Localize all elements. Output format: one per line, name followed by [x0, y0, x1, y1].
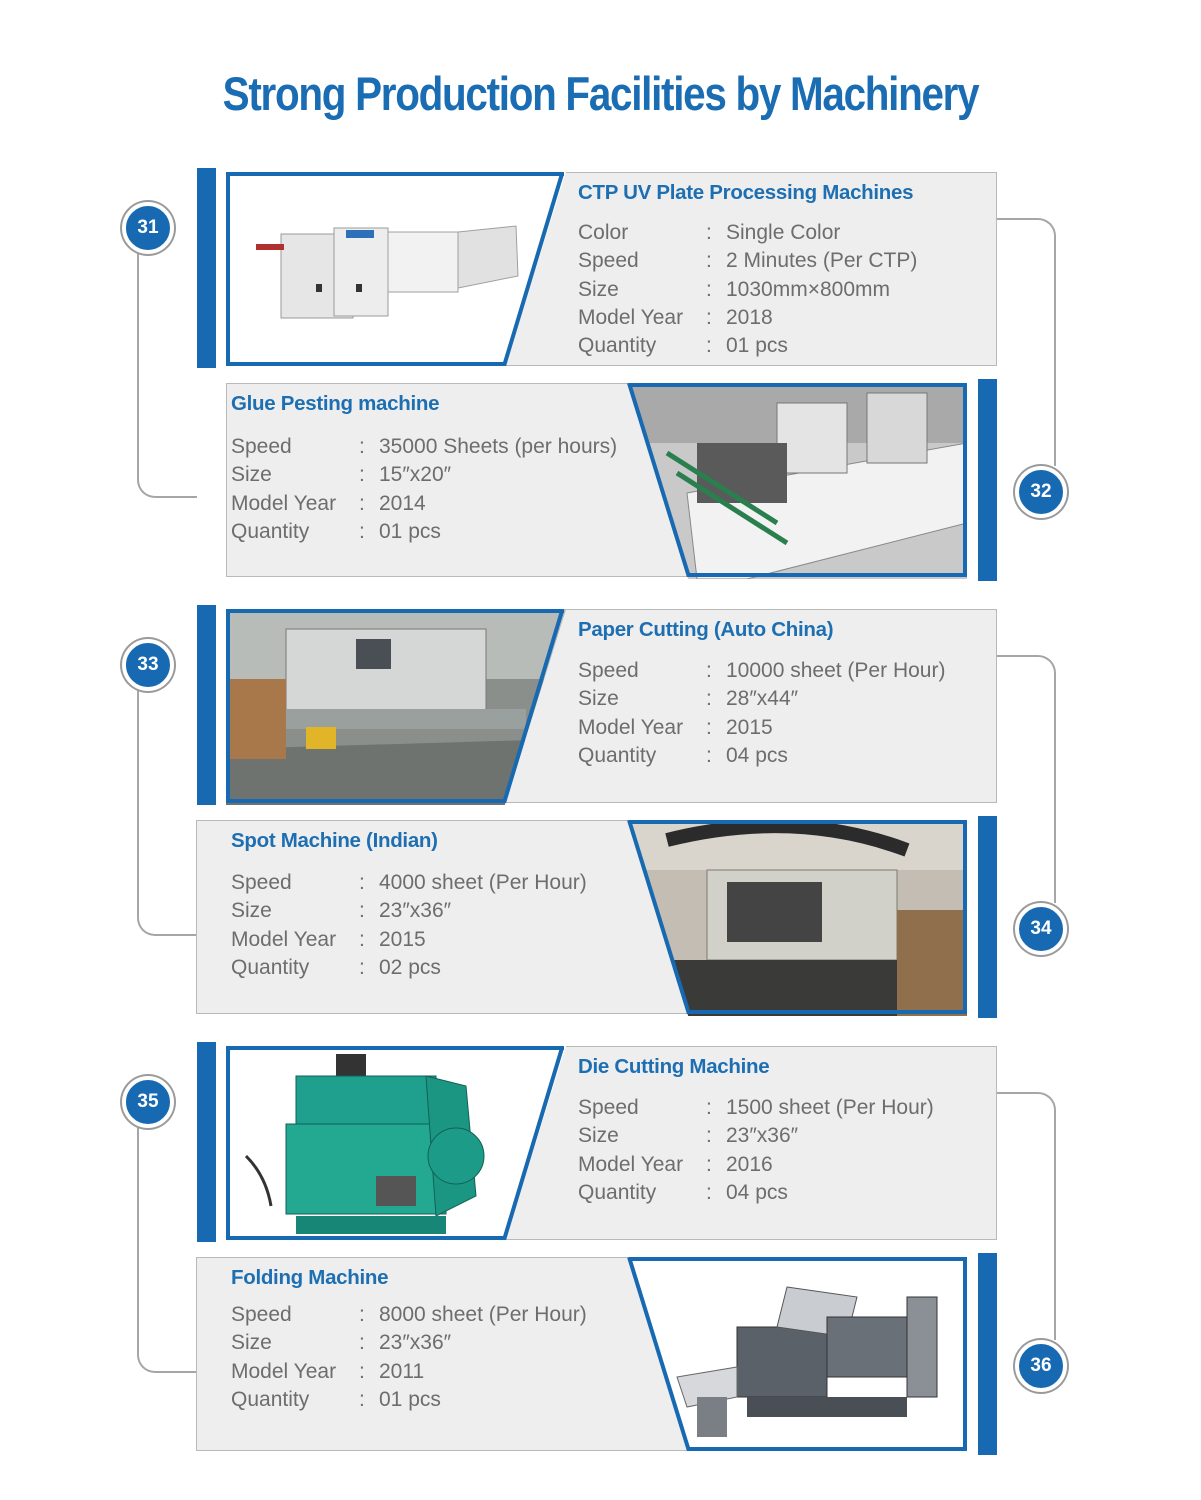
spec-value: 2011: [379, 1359, 425, 1383]
spec-colon: :: [359, 955, 365, 979]
spec-label: Size: [578, 1124, 619, 1148]
spec-label: Quantity: [231, 955, 310, 979]
spec-label: Model Year: [231, 491, 337, 515]
spec-row: [231, 1329, 587, 1357]
spec-label: Quantity: [578, 1180, 657, 1204]
accent-bar: [978, 379, 997, 581]
machine-number-badge-35: 35: [122, 1076, 174, 1128]
spec-colon: :: [706, 249, 712, 273]
photo-frame-diagonal: [625, 1257, 695, 1451]
spec-label: Speed: [578, 1096, 639, 1119]
spec-value: 10000 sheet (Per Hour): [726, 659, 946, 682]
spec-list-33: [578, 657, 945, 770]
spec-colon: :: [359, 1387, 365, 1411]
spec-colon: :: [359, 927, 365, 951]
spec-colon: :: [706, 1152, 712, 1176]
spec-row: [578, 742, 945, 770]
spec-value: 23″x36″: [379, 899, 452, 923]
spec-row: [578, 685, 945, 713]
photo-frame-bottom: [226, 799, 506, 803]
spec-value: 2016: [726, 1152, 773, 1176]
spec-colon: :: [706, 1096, 712, 1119]
spec-value: 4000 sheet (Per Hour): [379, 871, 587, 894]
spec-colon: :: [706, 659, 712, 682]
photo-frame-bottom: [688, 1447, 967, 1451]
machine-number-badge-36: 36: [1015, 1340, 1067, 1392]
spec-value: 35000 Sheets (per hours): [379, 435, 618, 458]
machine-title-31: CTP UV Plate Processing Machines: [578, 181, 914, 204]
connector-line-35: [137, 1125, 197, 1373]
machine-title-36: Folding Machine: [231, 1266, 389, 1289]
spec-value: 01 pcs: [379, 519, 441, 543]
spec-row: [231, 433, 617, 461]
spec-colon: :: [359, 435, 365, 458]
spec-value: 1500 sheet (Per Hour): [726, 1096, 934, 1119]
spec-colon: :: [706, 1124, 712, 1148]
spec-row: [231, 1386, 587, 1414]
accent-bar: [978, 816, 997, 1018]
spec-label: Size: [231, 463, 272, 487]
spec-row: [578, 219, 917, 247]
spec-value: 23″x36″: [726, 1124, 799, 1148]
spec-row: [231, 461, 617, 489]
spec-list-32: [231, 433, 617, 546]
spec-value: 2 Minutes (Per CTP): [726, 249, 918, 273]
spec-label: Model Year: [578, 715, 684, 739]
spec-colon: :: [359, 871, 365, 894]
spec-value: 2015: [379, 927, 426, 951]
connector-line-32: [996, 218, 1056, 466]
spec-label: Size: [578, 687, 619, 711]
photo-frame-right: [963, 383, 967, 577]
spec-value: Single Color: [726, 221, 841, 244]
spec-colon: :: [359, 899, 365, 923]
spec-list-31: [578, 219, 917, 360]
photo-frame-left: [226, 172, 230, 366]
spec-label: Model Year: [231, 1359, 337, 1383]
machine-title-33: Paper Cutting (Auto China): [578, 618, 834, 641]
machine-title-34: Spot Machine (Indian): [231, 829, 438, 852]
spec-colon: :: [706, 687, 712, 711]
connector-line-31: [137, 250, 197, 498]
spec-value: 15″x20″: [379, 463, 452, 487]
spec-value: 23″x36″: [379, 1331, 452, 1355]
photo-frame-diagonal: [500, 172, 570, 366]
photo-frame-diagonal: [500, 609, 570, 803]
spec-value: 01 pcs: [379, 1387, 441, 1411]
spec-value: 2015: [726, 715, 773, 739]
spec-label: Quantity: [231, 1387, 310, 1411]
spec-value: 28″x44″: [726, 687, 799, 711]
spec-list-34: [231, 869, 587, 982]
spec-value: 02 pcs: [379, 955, 441, 979]
photo-frame-left: [226, 609, 230, 803]
spec-label: Color: [578, 221, 629, 244]
spec-label: Model Year: [231, 927, 337, 951]
spec-colon: :: [706, 334, 712, 358]
spec-colon: :: [359, 1359, 365, 1383]
accent-bar: [197, 605, 216, 805]
spec-list-36: [231, 1301, 587, 1414]
spec-value: 2014: [379, 491, 426, 515]
spec-colon: :: [359, 491, 365, 515]
spec-label: Quantity: [578, 743, 657, 767]
spec-colon: :: [706, 277, 712, 301]
machine-title-35: Die Cutting Machine: [578, 1055, 770, 1078]
spec-row: [231, 1358, 587, 1386]
spec-row: [231, 926, 587, 954]
machine-title-32: Glue Pesting machine: [231, 392, 440, 415]
spec-row: [578, 1179, 934, 1207]
spec-colon: :: [706, 305, 712, 329]
accent-bar: [197, 1042, 216, 1242]
spec-row: [231, 954, 587, 982]
spec-row: [231, 490, 617, 518]
spec-label: Quantity: [231, 519, 310, 543]
machine-number-badge-32: 32: [1015, 466, 1067, 518]
photo-frame-left: [226, 1046, 230, 1240]
spec-label: Size: [231, 899, 272, 923]
spec-label: Size: [231, 1331, 272, 1355]
spec-value: 1030mm×800mm: [726, 277, 890, 301]
photo-frame-bottom: [688, 573, 967, 577]
accent-bar: [978, 1253, 997, 1455]
spec-value: 8000 sheet (Per Hour): [379, 1303, 587, 1326]
spec-value: 04 pcs: [726, 743, 788, 767]
spec-row: [578, 1094, 934, 1122]
photo-frame-bottom: [688, 1010, 967, 1014]
spec-colon: :: [706, 1180, 712, 1204]
spec-label: Speed: [578, 249, 639, 273]
spec-label: Speed: [231, 1303, 292, 1326]
spec-colon: :: [706, 743, 712, 767]
photo-frame-diagonal: [625, 820, 695, 1014]
spec-row: [578, 247, 917, 275]
spec-row: [578, 332, 917, 360]
spec-colon: :: [359, 463, 365, 487]
spec-colon: :: [706, 715, 712, 739]
spec-label: Quantity: [578, 334, 657, 358]
spec-colon: :: [359, 519, 365, 543]
spec-row: [578, 714, 945, 742]
spec-value: 04 pcs: [726, 1180, 788, 1204]
machine-number-badge-33: 33: [122, 639, 174, 691]
spec-row: [231, 518, 617, 546]
spec-colon: :: [706, 221, 712, 244]
accent-bar: [197, 168, 216, 368]
spec-label: Model Year: [578, 305, 684, 329]
photo-frame-bottom: [226, 1236, 506, 1240]
machine-number-badge-34: 34: [1015, 903, 1067, 955]
spec-list-35: [578, 1094, 934, 1207]
photo-frame-diagonal: [625, 383, 695, 577]
connector-line-36: [996, 1092, 1056, 1340]
spec-label: Speed: [231, 871, 292, 894]
photo-frame-bottom: [226, 362, 506, 366]
spec-row: [231, 1301, 587, 1329]
connector-line-33: [137, 688, 197, 936]
spec-row: [231, 869, 587, 897]
machine-number-badge-31: 31: [122, 202, 174, 254]
spec-colon: :: [359, 1303, 365, 1326]
spec-value: 2018: [726, 305, 773, 329]
spec-row: [578, 304, 917, 332]
connector-line-34: [996, 655, 1056, 903]
spec-colon: :: [359, 1331, 365, 1355]
spec-row: [578, 1122, 934, 1150]
spec-value: 01 pcs: [726, 334, 788, 358]
photo-frame-right: [963, 1257, 967, 1451]
spec-row: [578, 276, 917, 304]
photo-frame-right: [963, 820, 967, 1014]
spec-label: Speed: [231, 435, 292, 458]
page-title: Strong Production Facilities by Machinery: [222, 67, 979, 120]
spec-row: [578, 1151, 934, 1179]
photo-frame-diagonal: [500, 1046, 570, 1240]
spec-row: [231, 897, 587, 925]
spec-row: [578, 657, 945, 685]
spec-label: Speed: [578, 659, 639, 682]
spec-label: Model Year: [578, 1152, 684, 1176]
spec-label: Size: [578, 277, 619, 301]
